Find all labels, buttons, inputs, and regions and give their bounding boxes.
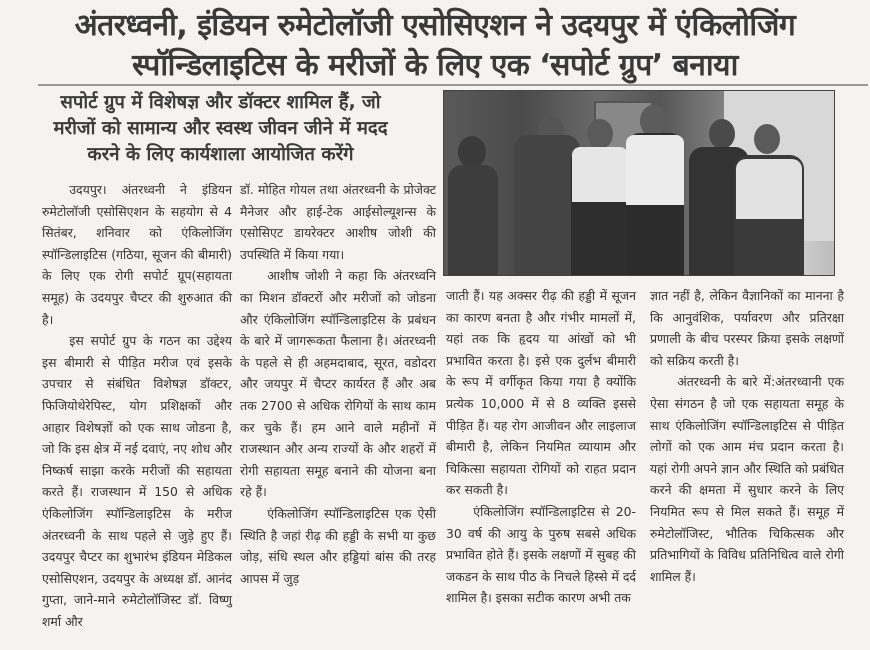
subhead-line-2: मरीजों को सामान्य और स्वस्थ जीवन जीने में मदद (53, 118, 388, 139)
group-photo (443, 90, 835, 276)
headline (0, 6, 870, 86)
article-column-3 (446, 285, 636, 609)
headline-line-2: स्पॉन्डिलाइटिस के मरीजों के लिए एक ‘सपोर्ट ग्रुप’ बनाया (132, 48, 738, 83)
person-3-shirt (572, 147, 628, 202)
headline-divider (38, 84, 868, 86)
article-column-4 (650, 285, 844, 587)
person-head (587, 119, 613, 149)
paragraph: जाती हैं। यह अक्सर रीढ़ की हड्डी में सूजन का कारण बनता है और गंभीर मामलों में, यहां तक कि हृदय या आंखों को भी प्रभावित करता है। इसे एक दुर्लभ बीमारी के रूप में वर्गीकृत किया गया है क्योंकि प्रत्येक 10,000 में से 8 व्यक्ति इससे पीड़ित हैं। यह रोग आजीवन और लाइलाज बीमारी है, लेकिन नियमित व्यायाम और चिकित्सा सहायता रोगियों को राहत प्रदान कर सकती है। (446, 288, 636, 498)
headline-line-1: अंतरध्वनी, इंडियन रुमेटोलॉजी एसोसिएशन ने उदयपुर में एंकिलोजिंग (74, 8, 796, 43)
person-head (709, 119, 735, 149)
subheadline (8, 90, 433, 168)
paragraph: एंकिलोजिंग स्पॉन्डिलाइटिस से 20-30 वर्ष की आयु के पुरुष सबसे अधिक प्रभावित होते हैं। इसके लक्षणों में सुबह की जकडन के साथ पीठ के निचले हिस्से में दर्द शामिल है। इसका सटीक कारण अभी तक (446, 503, 636, 606)
article-column-1 (42, 179, 232, 632)
paragraph: ज्ञात नहीं है, लेकिन वैज्ञानिकों का मानना है कि आनुवंशिक, पर्यावरण और प्रतिरक्षा प्रणाली के बीच परस्पर क्रिया इसके लक्षणों को सक्रिय करती है। (650, 288, 844, 368)
person-6-shirt (736, 159, 802, 219)
paragraph: अंतरध्वनी के बारे में:अंतरध्वानी एक ऐसा संगठन है जो एक सहायता समूह के साथ एंकिलोजिंग स्पॉन्डिलाइटिस से पीड़ित लोगों को एक आम मंच प्रदान करता है। यहां रोगी अपने ज्ञान और स्थिति को प्रबंधित करने की क्षमता में सुधार करने के लिए नियमित रूप से मिल सकते हैं। समूह में रुमेटोलॉजिस्ट, भौतिक चिकित्सक और प्रतिभागियों के विविध प्रतिनिधित्व वाले रोगी शामिल हैं। (650, 374, 844, 584)
paragraph: उदयपुर। अंतरध्वनी ने इंडियन रुमेटोलॉजी एसोसिएशन के सहयोग से 4 सितंबर, शनिवार को एंकिलोजिंग स्पॉन्डिलाइटिस (गठिया, सूजन की बीमारी) के लिए एक रोगी सपोर्ट ग्रूप(सहायता समूह) के उदयपुर चैप्टर की शुरुआत की है। (42, 182, 232, 327)
person-head (458, 136, 486, 168)
paragraph: इस सपोर्ट ग्रुप के गठन का उद्देश्य इस बीमारी से पीड़ित मरीज एवं इसके उपचार से संबंधित विशेषज्ञ डॉक्टर, फिजियोथेरेपिस्ट, योग प्रशिक्षकों और आहार विशेषज्ञों को एक साथ जोडना है, जो कि इस क्षेत्र में नई दवाएं, नए शोध और निष्कर्ष साझा करके मरीजों की सहायता करते हैं। राजस्थान में 150 से अधिक एंकिलोजिंग स्पॉन्डिलाइटिस के मरीज अंतरध्वनी के साथ पहले से जुड़े हुए हैं। उदयपुर चैप्टर का शुभारंभ इंडियन मेडिकल एसोसिएशन, उदयपुर के अध्यक्ष डॉ. आनंद गुप्ता, जाने-माने रुमेटोलॉजिस्ट डॉ. विष्णु शर्मा और (42, 333, 232, 629)
subhead-line-1: सपोर्ट ग्रुप में विशेषज्ञ और डॉक्टर शामिल हैं, जो (60, 92, 381, 113)
person-1 (448, 165, 498, 275)
article-column-2 (240, 179, 436, 589)
person-head (754, 124, 780, 154)
paragraph: डॉ. मोहित गोयल तथा अंतरध्वनी के प्रोजेक्ट मैनेजर और हाई-टेक आईसोल्यूशन्स के एसोसिएट डायरेक्टर आशीष जोशी की उपस्थिति में किया गया। (240, 182, 436, 262)
subhead-line-3: करने के लिए कार्यशाला आयोजित करेंगे (87, 144, 354, 165)
person-4-shirt (626, 135, 684, 205)
paragraph: आशीष जोशी ने कहा कि अंतरध्वनि का मिशन डॉक्टरों और मरीजों को जोडना और एंकिलोजिंग स्पॉन्डिलाइटिस के प्रबंधन के बारे में जागरूकता फैलाना है। अंतरध्वनी के पहले से ही अहमदाबाद, सूरत, वडोदरा और जयपुर में चैप्टर कार्यरत हैं और अब तक 2700 से अधिक रोगियों के साथ काम कर चुके हैं। हम आने वाले महीनों में राजस्थान और अन्य राज्यों के और शहरों में रोगी सहायता समूह बनाने की योजना बना रहे हैं। (240, 268, 436, 500)
paragraph: एंकिलोजिंग स्पॉन्डिलाइटिस एक ऐसी स्थिति है जहां रीढ़ की हड्डी के सभी या कुछ जोड़, संधि स्थल और हड्डियां बांस की तरह आपस में जुड़ (240, 505, 436, 586)
